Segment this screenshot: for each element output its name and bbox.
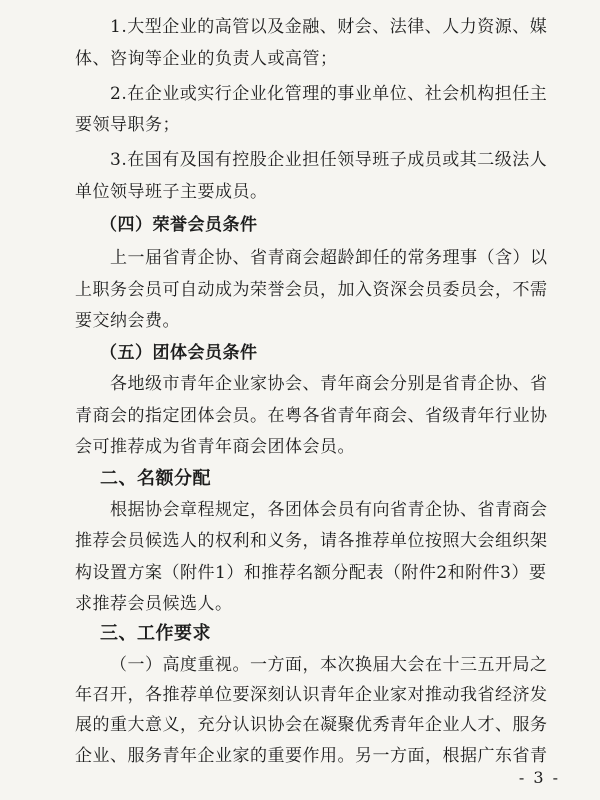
text-line: 青商会的指定团体会员。在粤各省青年商会、省级青年行业协 bbox=[75, 406, 548, 426]
text-line: 企业、服务青年企业家的重要作用。另一方面，根据广东省青 bbox=[75, 746, 548, 766]
text-line: 展的重大意义，充分认识协会在凝聚优秀青年企业人才、服务 bbox=[75, 715, 548, 735]
text-line: （一）高度重视。一方面，本次换届大会在十三五开局之 bbox=[110, 655, 548, 675]
text-line: 会可推荐成为省青年商会团体会员。 bbox=[75, 437, 355, 457]
section-heading: 二、名额分配 bbox=[100, 468, 211, 489]
text-line: 上职务会员可自动成为荣誉会员，加入资深会员委员会，不需 bbox=[75, 280, 548, 300]
text-line: 推荐会员候选人的权利和义务，请各推荐单位按照大会组织架 bbox=[75, 531, 548, 551]
section-subheading: （四）荣誉会员条件 bbox=[100, 215, 258, 235]
text-line: 要领导职务； bbox=[75, 115, 180, 135]
text-line: 1.大型企业的高管以及金融、财会、法律、人力资源、媒 bbox=[110, 17, 548, 37]
text-line: 年召开，各推荐单位要深刻认识青年企业家对推动我省经济发 bbox=[75, 685, 548, 705]
text-line: 构设置方案（附件1）和推荐名额分配表（附件2和附件3）要 bbox=[75, 563, 547, 583]
text-line: 各地级市青年企业家协会、青年商会分别是省青企协、省 bbox=[110, 374, 548, 394]
text-line: 体、咨询等企业的负责人或高管； bbox=[75, 49, 338, 69]
page-number: - 3 - bbox=[518, 768, 560, 787]
section-heading: 三、工作要求 bbox=[100, 623, 211, 644]
text-line: 根据协会章程规定，各团体会员有向省青企协、省青商会 bbox=[110, 500, 548, 520]
text-line: 求推荐会员候选人。 bbox=[75, 594, 233, 614]
section-subheading: （五）团体会员条件 bbox=[100, 343, 258, 363]
text-line: 单位领导班子主要成员。 bbox=[75, 182, 268, 202]
text-line: 2.在企业或实行企业化管理的事业单位、社会机构担任主 bbox=[110, 84, 548, 104]
text-line: 3.在国有及国有控股企业担任领导班子成员或其二级法人 bbox=[110, 150, 548, 170]
text-line: 要交纳会费。 bbox=[75, 311, 180, 331]
text-line: 上一届省青企协、省青商会超龄卸任的常务理事（含）以 bbox=[110, 248, 548, 268]
